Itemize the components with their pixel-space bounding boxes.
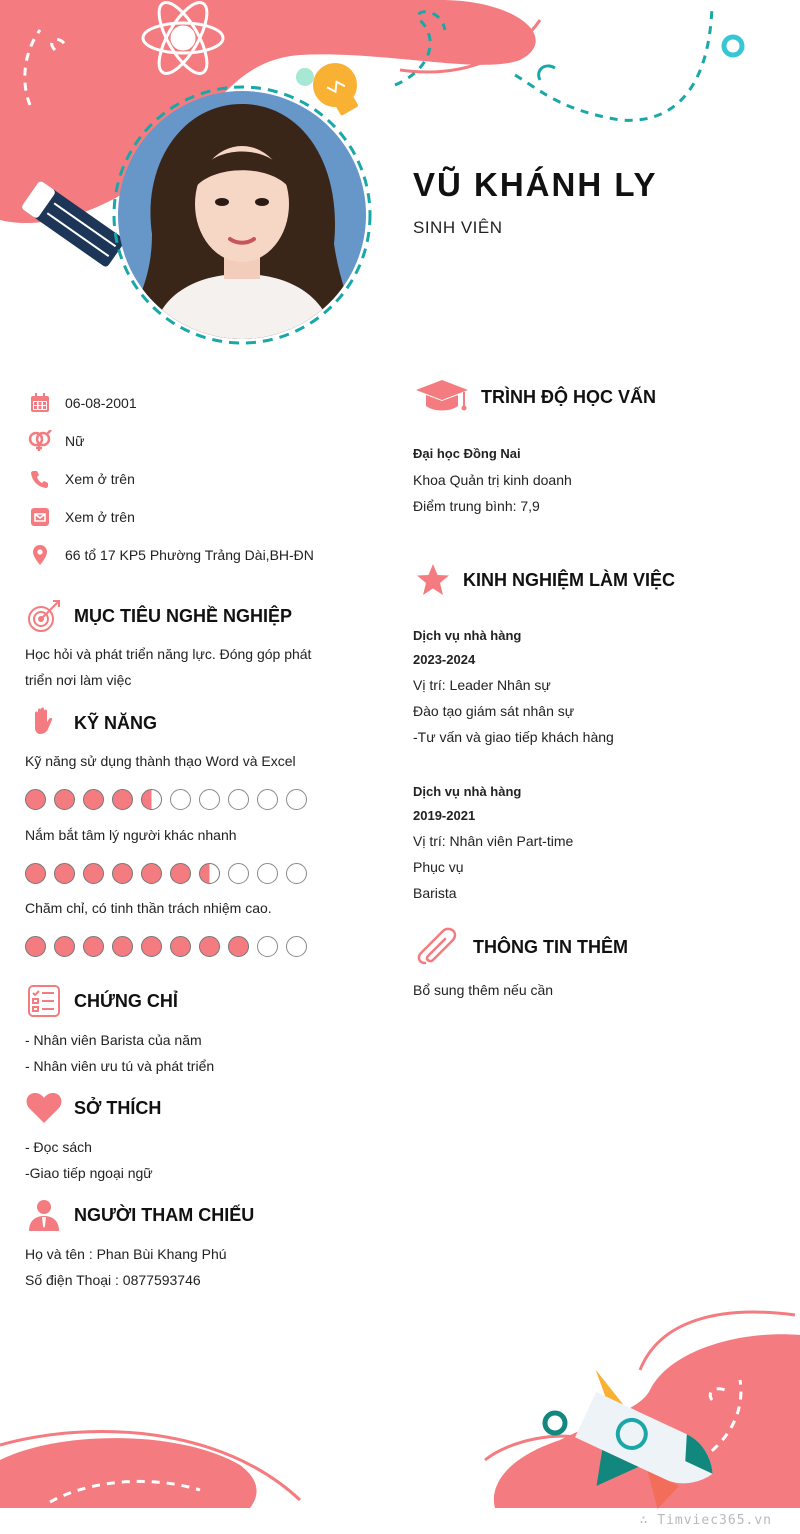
school-name: Đại học Đồng Nai <box>413 446 521 461</box>
education-line: Khoa Quản trị kinh doanh <box>413 472 572 488</box>
rating-dot <box>141 863 162 884</box>
rating-dot <box>228 863 249 884</box>
extra-heading <box>413 927 628 967</box>
certificates-title: CHỨNG CHỈ <box>74 990 178 1011</box>
info-address <box>28 536 388 574</box>
certificates-heading <box>24 981 178 1021</box>
hobby-item: - Đọc sách <box>25 1139 92 1155</box>
skills-title: KỸ NĂNG <box>74 712 158 733</box>
job-period: 2023-2024 <box>413 652 476 667</box>
job-line: Vị trí: Nhân viên Part-time <box>413 833 574 849</box>
job-company: Dịch vụ nhà hàng <box>413 628 522 643</box>
skill-rating <box>25 863 325 884</box>
rating-dot <box>25 936 46 957</box>
hobbies-list <box>25 1134 365 1186</box>
job-line: Đào tạo giám sát nhân sự <box>413 703 575 719</box>
info-birthday <box>28 384 388 422</box>
person-icon <box>24 1195 64 1235</box>
skill-rating <box>25 789 325 810</box>
education-title: TRÌNH ĐỘ HỌC VẤN <box>481 386 656 407</box>
job-company: Dịch vụ nhà hàng <box>413 784 522 799</box>
skill-name: Chăm chỉ, có tinh thần trách nhiệm cao. <box>25 900 272 916</box>
education-details <box>413 441 783 519</box>
email-icon <box>28 505 52 529</box>
job-period: 2019-2021 <box>413 808 476 823</box>
certificates-list <box>25 1027 365 1079</box>
objective-title: MỤC TIÊU NGHỀ NGHIỆP <box>74 605 293 626</box>
hobby-item: -Giao tiếp ngoại ngữ <box>25 1165 153 1181</box>
profile-photo <box>112 84 372 346</box>
skill-name: Kỹ năng sử dụng thành thạo Word và Excel <box>25 753 296 769</box>
rating-dot <box>83 789 104 810</box>
rating-dot <box>257 936 278 957</box>
skill-item <box>25 900 325 957</box>
reference-item: Họ và tên : Phan Bùi Khang Phú <box>25 1246 227 1262</box>
rating-dot <box>257 863 278 884</box>
rating-dot <box>199 789 220 810</box>
rating-dot <box>112 863 133 884</box>
target-icon <box>24 596 64 636</box>
watermark-text: Timviec365.vn <box>657 1513 772 1528</box>
rating-dot <box>25 863 46 884</box>
education-line: Điểm trung bình: 7,9 <box>413 498 540 514</box>
rating-dot <box>228 936 249 957</box>
location-pin-icon <box>28 543 52 567</box>
rating-dot <box>199 936 220 957</box>
star-icon <box>413 560 453 600</box>
experience-job <box>413 624 783 750</box>
objective-line: Học hỏi và phát triển năng lực. Đóng góp phát <box>25 646 312 662</box>
education-heading <box>413 377 656 417</box>
address-text: 66 tổ 17 KP5 Phường Trảng Dài,BH-ĐN <box>65 547 314 563</box>
rating-dot <box>83 936 104 957</box>
paperclip-icon <box>413 927 463 967</box>
rating-dot <box>170 863 191 884</box>
checklist-icon <box>24 981 64 1021</box>
objective-heading <box>24 596 292 636</box>
rating-dot <box>286 789 307 810</box>
calendar-icon <box>28 391 52 415</box>
birthday-text: 06-08-2001 <box>65 395 137 411</box>
skill-item <box>25 827 325 884</box>
gender-icon <box>28 429 52 453</box>
info-gender <box>28 422 388 460</box>
bottom-decoration <box>0 1290 800 1534</box>
reference-item: Số điện Thoại : 0877593746 <box>25 1272 201 1288</box>
rating-dot <box>54 936 75 957</box>
info-email <box>28 498 388 536</box>
rating-dot <box>228 789 249 810</box>
job-line: Phục vụ <box>413 859 464 875</box>
rating-dot <box>257 789 278 810</box>
rating-dot <box>54 789 75 810</box>
phone-icon <box>28 467 52 491</box>
rating-dot <box>54 863 75 884</box>
references-title: NGƯỜI THAM CHIẾU <box>74 1204 255 1225</box>
skill-name: Nắm bắt tâm lý người khác nhanh <box>25 827 237 843</box>
graduation-cap-icon <box>413 377 471 417</box>
references-list <box>25 1241 365 1293</box>
skill-rating <box>25 936 325 957</box>
avatar <box>112 84 372 346</box>
job-line: Barista <box>413 885 457 901</box>
objective-text <box>25 641 365 693</box>
rating-dot <box>286 936 307 957</box>
gender-text: Nữ <box>65 433 85 449</box>
experience-title: KINH NGHIỆM LÀM VIỆC <box>463 569 676 590</box>
experience-job <box>413 780 783 906</box>
rating-dot <box>141 789 162 810</box>
watermark: ∴ Timviec365.vn <box>639 1513 772 1528</box>
hobbies-heading <box>24 1088 161 1128</box>
personal-info <box>28 384 388 574</box>
rating-dot <box>83 863 104 884</box>
job-line: Vị trí: Leader Nhân sự <box>413 677 551 693</box>
references-heading <box>24 1195 254 1235</box>
heart-icon <box>24 1088 64 1128</box>
profile-title: SINH VIÊN <box>413 218 503 237</box>
rating-dot <box>112 789 133 810</box>
hobbies-title: SỞ THÍCH <box>74 1097 162 1118</box>
rating-dot <box>199 863 220 884</box>
rating-dot <box>141 936 162 957</box>
profile-name: VŨ KHÁNH LY <box>413 166 658 203</box>
rating-dot <box>170 789 191 810</box>
rating-dot <box>286 863 307 884</box>
phone-text: Xem ở trên <box>65 471 135 487</box>
extra-title: THÔNG TIN THÊM <box>473 936 628 957</box>
hand-icon <box>24 703 64 743</box>
certificate-item: - Nhân viên Barista của năm <box>25 1032 202 1048</box>
rating-dot <box>112 936 133 957</box>
rating-dot <box>25 789 46 810</box>
certificate-item: - Nhân viên ưu tú và phát triển <box>25 1058 215 1074</box>
experience-heading <box>413 560 675 600</box>
extra-text: Bổ sung thêm nếu cần <box>413 982 554 998</box>
info-phone <box>28 460 388 498</box>
rating-dot <box>170 936 191 957</box>
email-text: Xem ở trên <box>65 509 135 525</box>
job-line: -Tư vấn và giao tiếp khách hàng <box>413 729 614 745</box>
skills-heading <box>24 703 157 743</box>
objective-line: triển nơi làm việc <box>25 672 132 688</box>
skill-item <box>25 753 325 810</box>
